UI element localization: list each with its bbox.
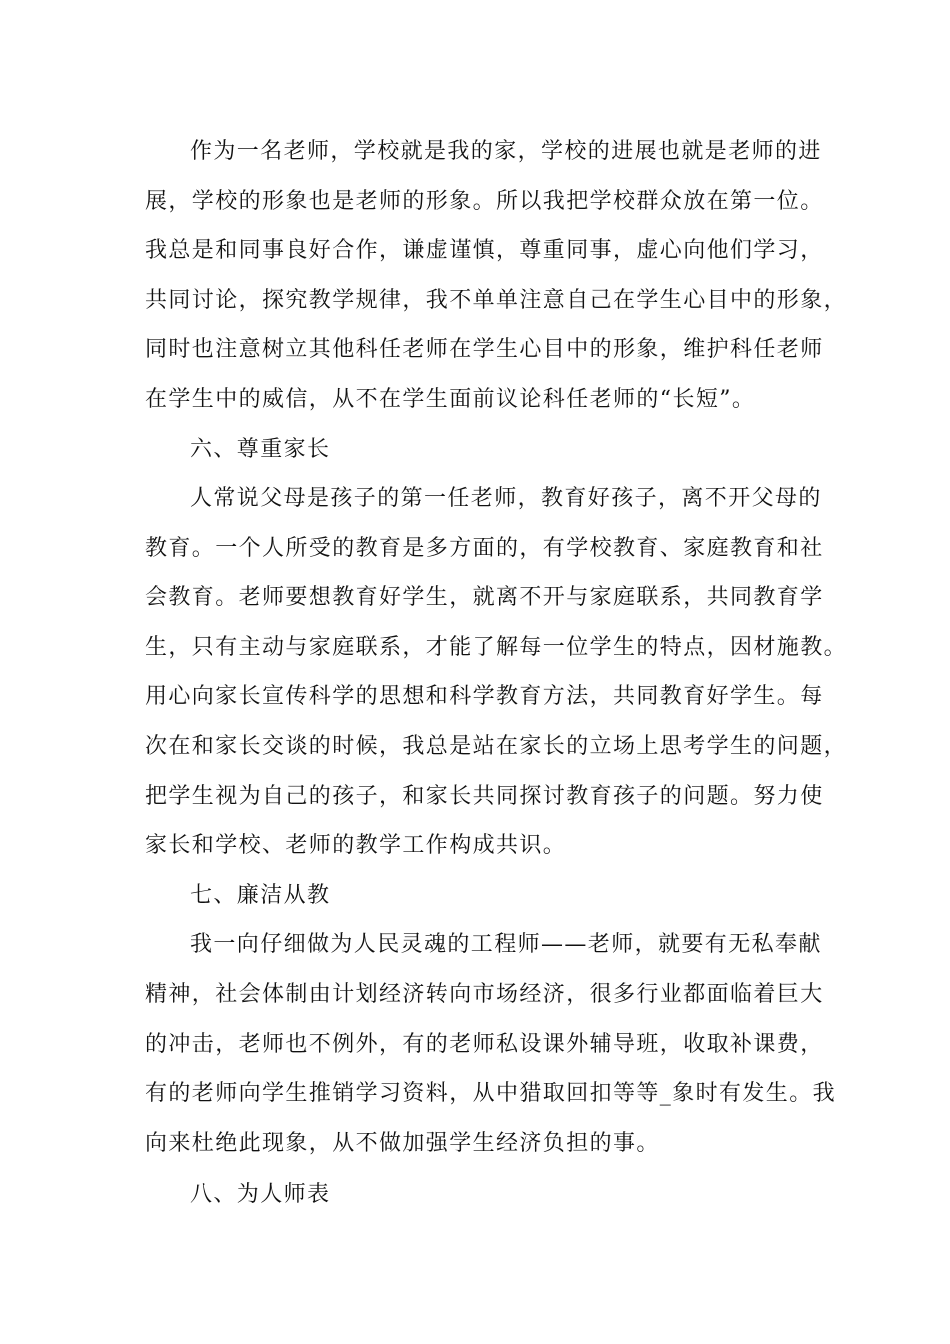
- paragraph-line: 共同讨论，探究教学规律，我不单单注意自己在学生心目中的形象，: [145, 288, 848, 313]
- section-heading: 七、廉洁从教: [190, 883, 331, 908]
- paragraph-line: 向来杜绝此现象，从不做加强学生经济负担的事。: [145, 1131, 660, 1156]
- paragraph-line: 教育。一个人所受的教育是多方面的，有学校教育、家庭教育和社: [145, 536, 824, 561]
- paragraph-line: 会教育。老师要想教育好学生，就离不开与家庭联系，共同教育学: [145, 585, 824, 610]
- paragraph-line: 用心向家长宣传科学的思想和科学教育方法，共同教育好学生。每: [145, 684, 824, 709]
- paragraph-line: 的冲击，老师也不例外，有的老师私设课外辅导班，收取补课费，: [145, 1032, 824, 1057]
- paragraph-line: 作为一名老师，学校就是我的家，学校的进展也就是老师的进: [190, 139, 822, 164]
- section-heading: 八、为人师表: [190, 1182, 331, 1207]
- paragraph-line: 有的老师向学生推销学习资料，从中猎取回扣等等_象时有发生。我: [145, 1081, 837, 1106]
- section-heading: 六、尊重家长: [190, 437, 331, 462]
- paragraph-line: 生，只有主动与家庭联系，才能了解每一位学生的特点，因材施教。: [145, 635, 848, 660]
- paragraph-line: 同时也注意树立其他科任老师在学生心目中的形象，维护科任老师: [145, 337, 824, 362]
- paragraph-line: 我一向仔细做为人民灵魂的工程师——老师，就要有无私奉献: [190, 932, 822, 957]
- paragraph-line: 在学生中的威信，从不在学生面前议论科任老师的“长短”。: [145, 387, 756, 412]
- paragraph-line: 精神，社会体制由计划经济转向市场经济，很多行业都面临着巨大: [145, 982, 824, 1007]
- paragraph-line: 人常说父母是孩子的第一任老师，教育好孩子，离不开父母的: [190, 486, 822, 511]
- paragraph-line: 次在和家长交谈的时候，我总是站在家长的立场上思考学生的问题，: [145, 734, 848, 759]
- paragraph-line: 把学生视为自己的孩子，和家长共同探讨教育孩子的问题。努力使: [145, 784, 824, 809]
- paragraph-line: 家长和学校、老师的教学工作构成共识。: [145, 833, 567, 858]
- paragraph-line: 展，学校的形象也是老师的形象。所以我把学校群众放在第一位。: [145, 189, 824, 214]
- paragraph-line: 我总是和同事良好合作，谦虚谨慎，尊重同事，虚心向他们学习，: [145, 238, 824, 263]
